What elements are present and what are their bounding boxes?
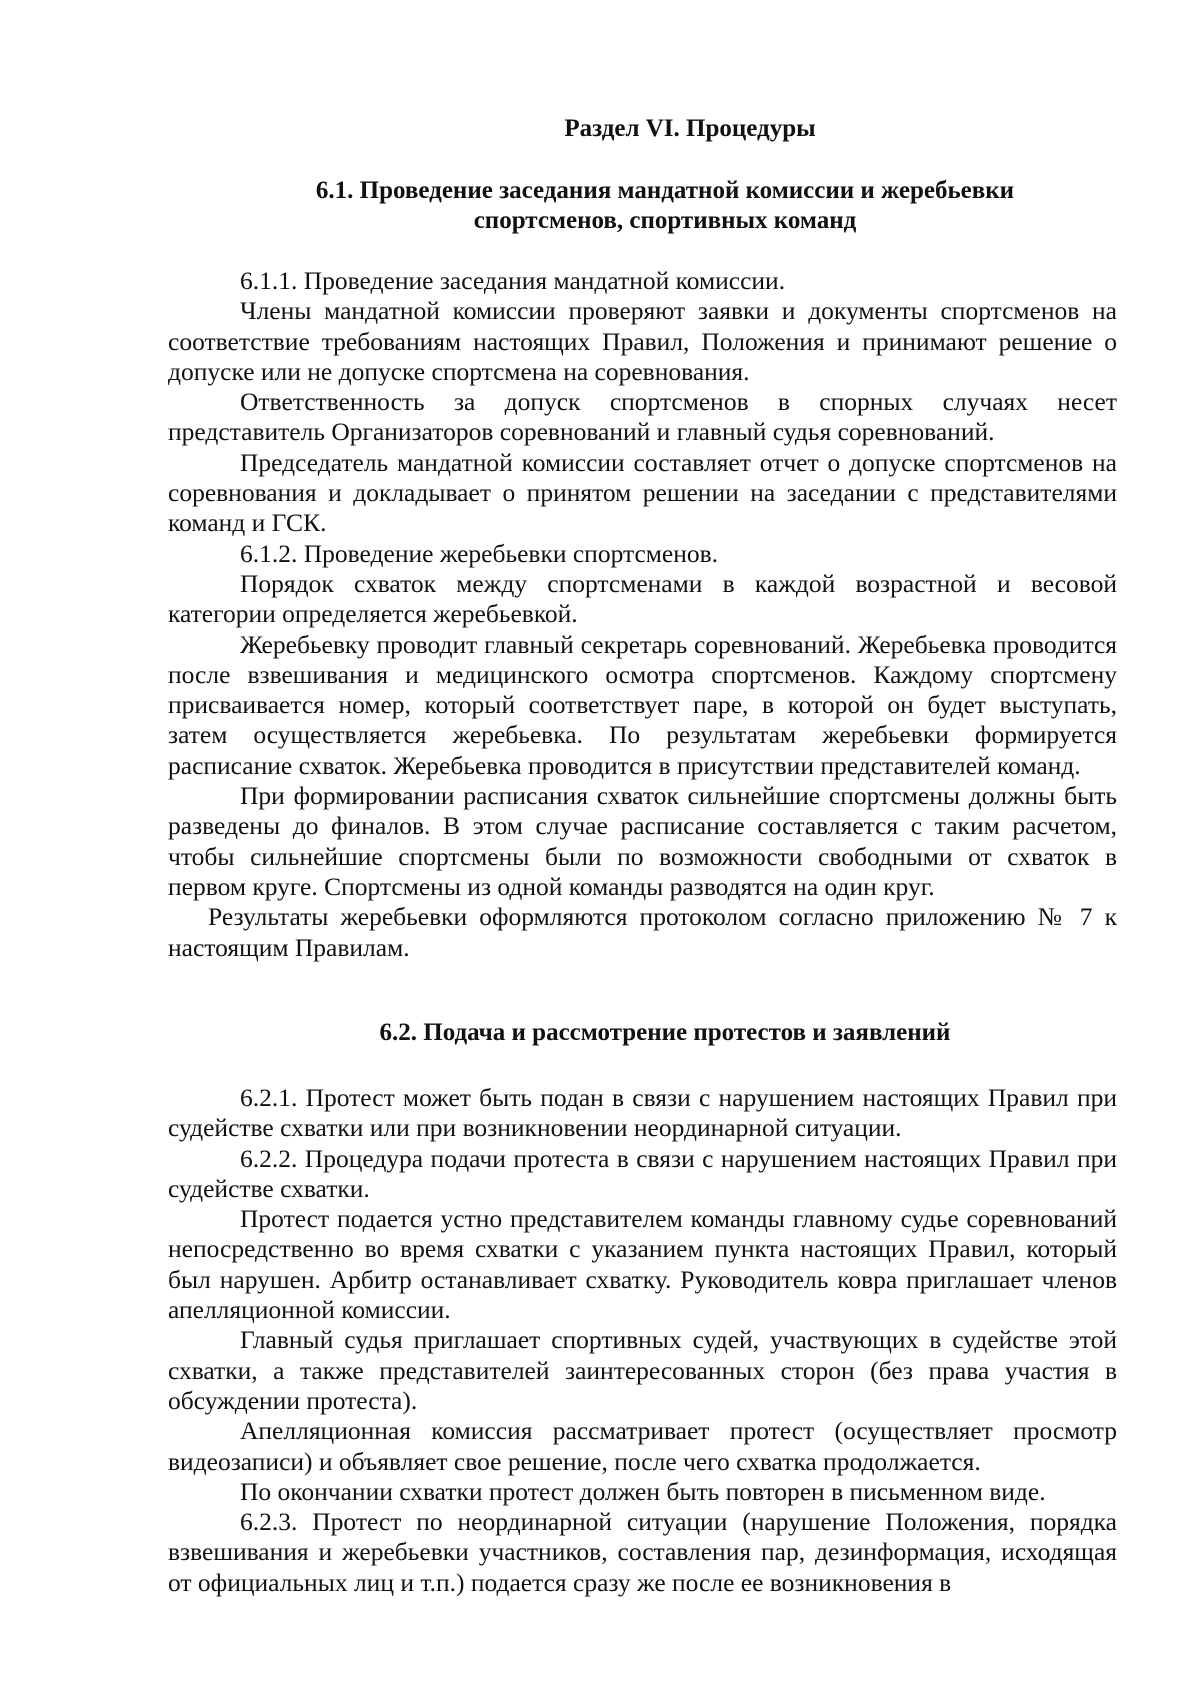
subsection-1-title-line-1: 6.1. Проведение заседания мандатной комиссии и жеребьевки xyxy=(315,177,1015,204)
paragraph: Ответственность за допуск спортсменов в спорных случаях несет представитель Организаторов соревнований и главный судья соревнований. xyxy=(168,387,1117,447)
paragraph: Жеребьевку проводит главный секретарь соревнований. Жеребьевка проводится после взвешивания и медицинского осмотра спортсменов. Каждому спортсмену присваивается номер, который соответствует паре, в которой он будет выступать, затем осуществляется жеребьевка. По результатам жеребьевки формируется расписание схваток. Жеребьевка проводится в присутствии представителей команд. xyxy=(168,629,1117,780)
subsection-1-title-line-2: спортсменов, спортивных команд xyxy=(473,207,857,234)
paragraph: 6.1.1. Проведение заседания мандатной комиссии. xyxy=(240,266,786,295)
paragraph: 6.2.2. Процедура подачи протеста в связи с нарушением настоящих Правил при судействе схватки. xyxy=(168,1143,1117,1203)
paragraph: При формировании расписания схваток сильнейшие спортсмены должны быть разведены до финалов. В этом случае расписание составляется с таким расчетом, чтобы сильнейшие спортсмены были по возможности свободными от схваток в первом круге. Спортсмены из одной команды разводятся на один круг. xyxy=(168,781,1117,901)
paragraph: 6.2.1. Протест может быть подан в связи с нарушением настоящих Правил при судействе схватки или при возникновении неординарной ситуации. xyxy=(168,1083,1117,1143)
paragraph: Апелляционная комиссия рассматривает протест (осуществляет просмотр видеозаписи) и объявляет свое решение, после чего схватка продолжается. xyxy=(168,1416,1117,1476)
paragraph: По окончании схватки протест должен быть повторен в письменном виде. xyxy=(240,1476,1046,1506)
paragraph: 6.1.2. Проведение жеребьевки спортсменов. xyxy=(240,538,719,568)
paragraph: Порядок схваток между спортсменами в каждой возрастной и весовой категории определяется жеребьевкой. xyxy=(168,568,1117,629)
paragraph: Председатель мандатной комиссии составляет отчет о допуске спортсменов на соревнования и докладывает о принятом решении на заседании с представителями команд и ГСК. xyxy=(168,447,1117,538)
paragraph: Протест подается устно представителем команды главному судье соревнований непосредственно во время схватки с указанием пункта настоящих Правил, который был нарушен. Арбитр останавливает схватку. Руководитель ковра приглашает членов апелляционной комиссии. xyxy=(168,1204,1117,1325)
section-title: Раздел VI. Процедуры xyxy=(564,115,816,142)
paragraph: Главный судья приглашает спортивных судей, участвующих в судействе этой схватки, а также представителей заинтересованных сторон (без права участия в обсуждении протеста). xyxy=(168,1325,1117,1415)
subsection-2-body xyxy=(168,1083,1117,1598)
paragraph: 6.2.3. Протест по неординарной ситуации (нарушение Положения, порядка взвешивания и жеребьевки участников, составления пар, дезинформация, исходящая от официальных лиц и т.п.) подается сразу же после ее возникновения в xyxy=(168,1507,1117,1597)
paragraph: Результаты жеребьевки оформляются протоколом согласно приложению № 7 к настоящим Правилам. xyxy=(168,902,1117,962)
paragraph: Члены мандатной комиссии проверяют заявки и документы спортсменов на соответствие требованиям настоящих Правил, Положения и принимают решение о допуске или не допуске спортсмена на соревнования. xyxy=(168,296,1117,386)
subsection-2-title: 6.2. Подача и рассмотрение протестов и заявлений xyxy=(379,1019,951,1046)
subsection-1-body xyxy=(168,266,1117,963)
subsection-1-title xyxy=(170,176,1160,236)
